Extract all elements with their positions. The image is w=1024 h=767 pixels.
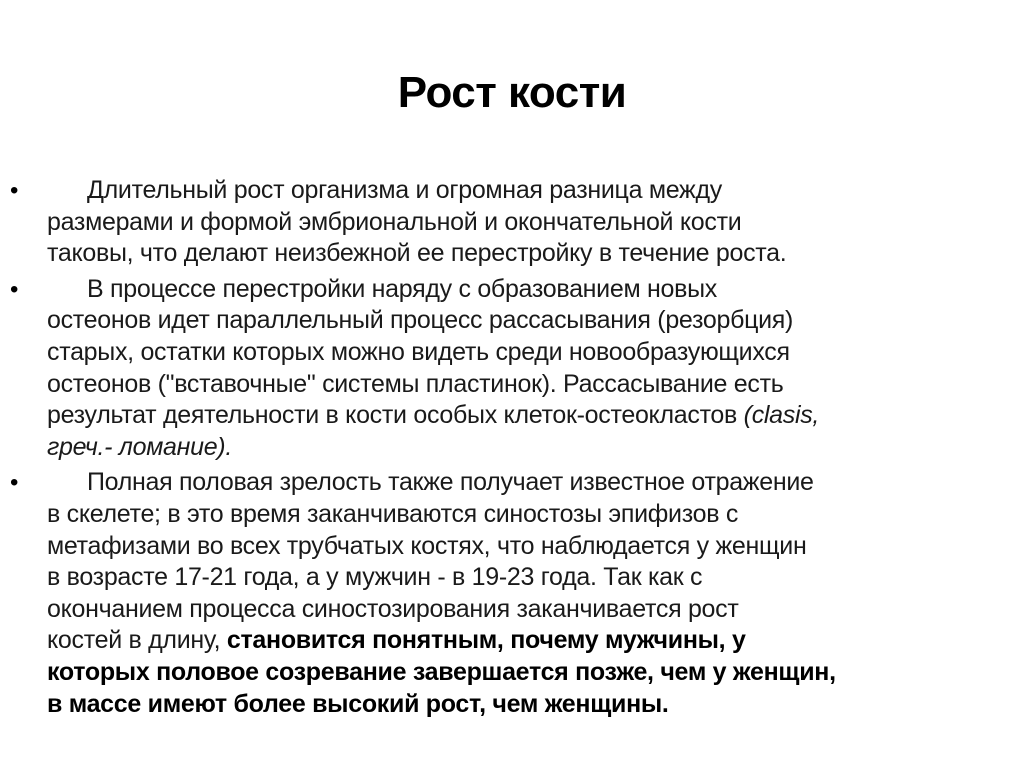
text-line [47, 175, 1024, 207]
text-line [47, 369, 1024, 401]
bullet-paragraph [0, 274, 1024, 464]
text-segment: в возрасте 17-21 года, а у мужчин - в 19-23 года. Так как с [47, 563, 703, 592]
text-segment: окончанием процесса синостозирования заканчивается рост [47, 594, 739, 623]
text-line [47, 594, 1024, 626]
text-line [47, 467, 1024, 499]
slide-body [0, 175, 1024, 724]
text-line [47, 657, 1024, 689]
bold-text: становится понятным, почему мужчины, у [226, 626, 746, 655]
text-segment: результат деятельности в кости особых клеток-остеокластов [47, 401, 744, 430]
text-line [47, 207, 1024, 239]
text-line [47, 689, 1024, 721]
text-segment: таковы, что делают неизбежной ее перестройку в течение роста. [47, 239, 787, 268]
text-line [47, 432, 1024, 464]
text-line [47, 499, 1024, 531]
text-line [47, 238, 1024, 270]
bullet-icon: • [10, 275, 19, 303]
text-line [47, 400, 1024, 432]
text-segment: старых, остатки которых можно видеть среди новообразующихся [47, 337, 790, 366]
text-segment: В процессе перестройки наряду с образованием новых [87, 274, 717, 303]
bullet-icon: • [10, 177, 19, 204]
text-segment: остеонов идет параллельный процесс рассасывания (резорбция) [47, 306, 794, 335]
italic-text: (clasis, [743, 401, 820, 430]
text-line [47, 531, 1024, 563]
text-line [47, 337, 1024, 369]
bold-text: которых половое созревание завершается позже, чем у женщин, [47, 657, 836, 686]
text-segment: остеонов ("вставочные" системы пластинок). Рассасывание есть [47, 369, 784, 398]
text-line [47, 274, 1024, 306]
italic-text: греч.- ломание). [47, 432, 232, 461]
bullet-paragraph [0, 175, 1024, 270]
text-line [47, 562, 1024, 594]
text-segment: метафизами во всех трубчатых костях, что наблюдается у женщин [47, 531, 807, 560]
bullet-icon: • [10, 469, 19, 497]
text-segment: в скелете; в это время заканчиваются синостозы эпифизов с [47, 499, 739, 528]
text-line [47, 625, 1024, 657]
text-segment: костей в длину, [47, 626, 227, 655]
text-line [47, 305, 1024, 337]
text-segment: Полная половая зрелость также получает известное отражение [87, 468, 814, 497]
text-segment: размерами и формой эмбриональной и окончательной кости [47, 207, 742, 236]
bold-text: в массе имеют более высокий рост, чем женщины. [47, 689, 669, 718]
bullet-paragraph [0, 467, 1024, 720]
slide-title: Рост кости [397, 68, 627, 117]
text-segment: Длительный рост организма и огромная разница между [87, 176, 722, 204]
